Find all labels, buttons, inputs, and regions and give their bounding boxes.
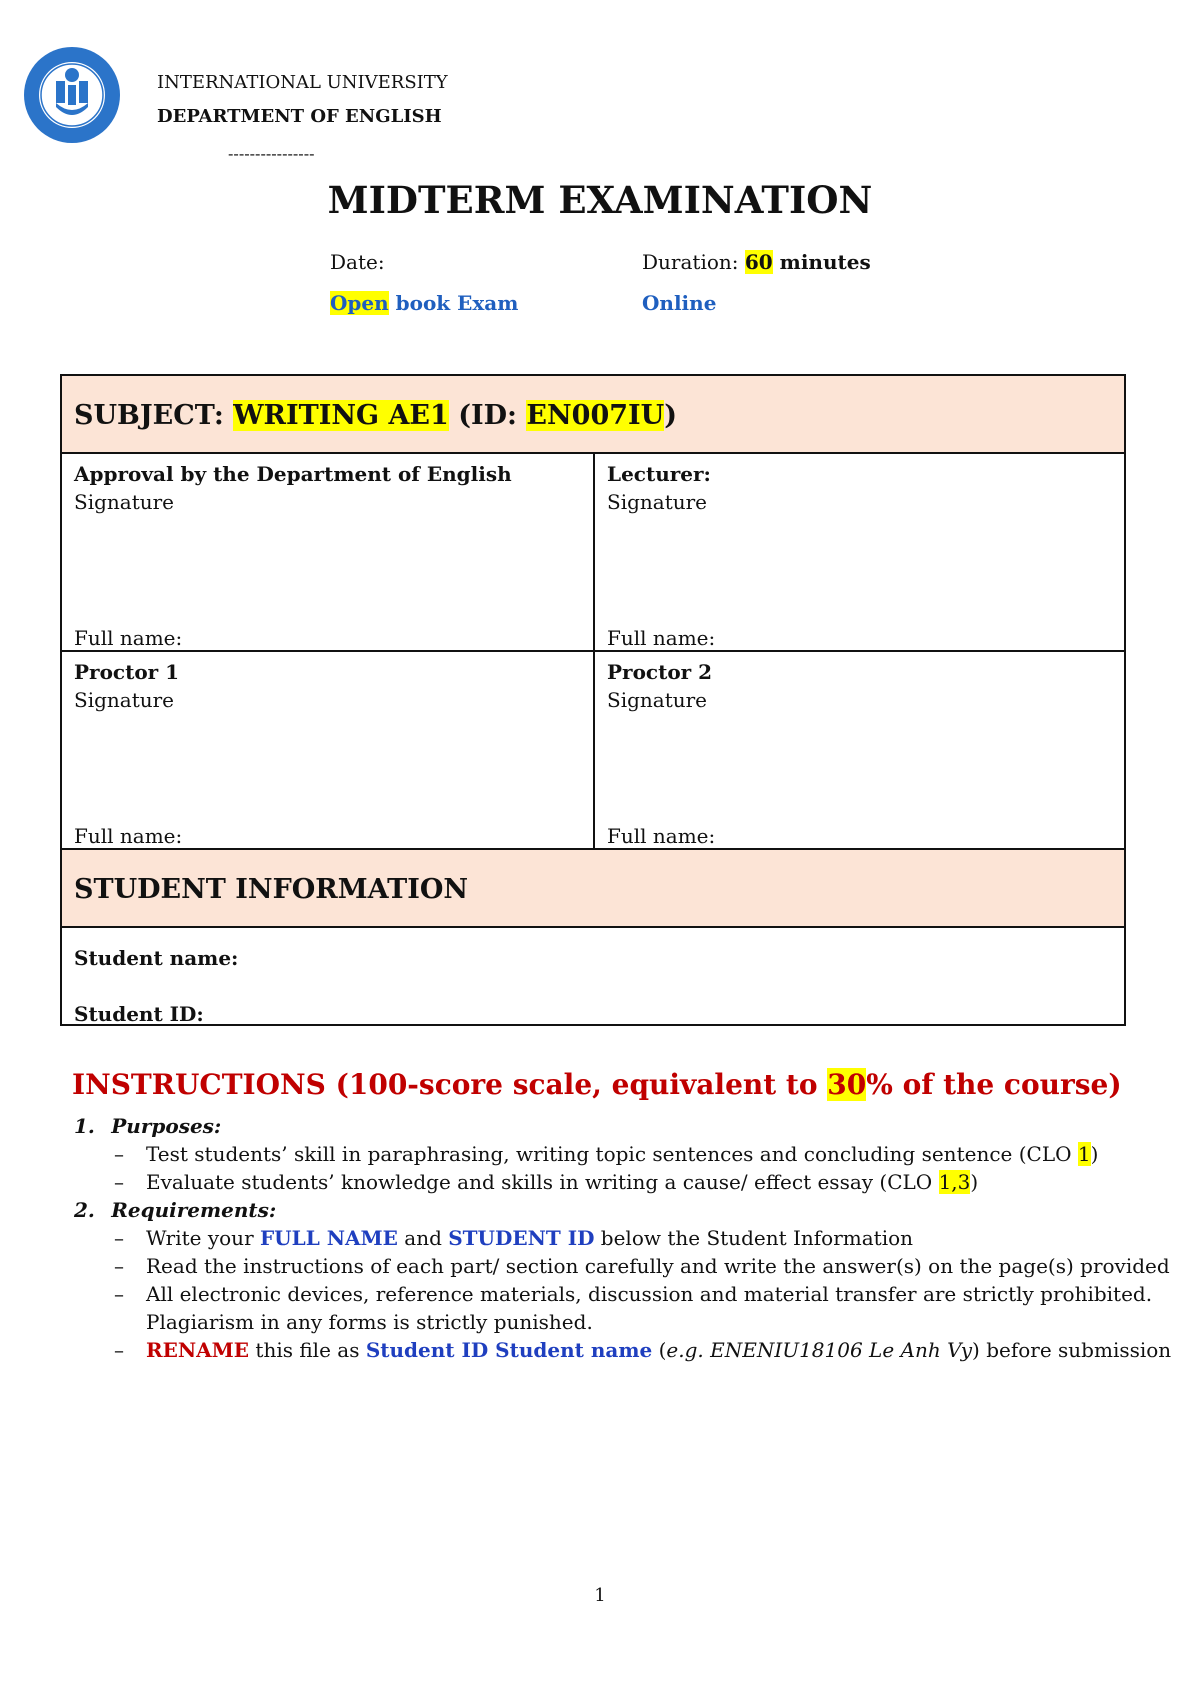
lecturer-signature: Signature	[607, 490, 708, 514]
bullet-dash: –	[114, 1338, 124, 1362]
instructions-head-pre: INSTRUCTIONS (100-score scale, equivalent to	[72, 1068, 828, 1101]
proctor-2-label: Proctor 2	[607, 660, 713, 684]
student-info-header	[60, 848, 1126, 928]
requirements-heading	[74, 1198, 276, 1222]
student-id-keyword: STUDENT ID	[448, 1226, 595, 1250]
bullet-dash: –	[114, 1282, 124, 1306]
lecturer-cell	[593, 452, 1126, 652]
instructions-head-percent: 30	[827, 1068, 867, 1101]
lecturer-full-name: Full name:	[607, 626, 716, 650]
approval-cell	[60, 452, 595, 652]
page-number: 1	[594, 1585, 606, 1606]
bullet-dash: –	[114, 1226, 124, 1250]
requirement-4-paren: (	[652, 1338, 667, 1362]
purpose-2-close: )	[970, 1170, 979, 1194]
open-word: Open	[330, 291, 389, 315]
requirement-1-post: below the Student Information	[594, 1226, 914, 1250]
duration-unit: minutes	[779, 250, 871, 274]
requirement-1-and: and	[397, 1226, 449, 1250]
proctor-1-label: Proctor 1	[74, 660, 180, 684]
duration-value: 60	[744, 250, 773, 274]
exam-mode: Online	[642, 291, 717, 315]
file-name-format: Student ID Student name	[365, 1338, 653, 1362]
duration	[642, 250, 871, 274]
purpose-1-text: Test students’ skill in paraphrasing, writing topic sentences and concluding sentence (CLO	[146, 1142, 1078, 1166]
university-seal-logo	[22, 45, 122, 145]
purpose-2-clo: 1,3	[938, 1170, 971, 1194]
proctor-2-signature: Signature	[607, 688, 708, 712]
subject-row	[60, 374, 1126, 454]
requirements-label: Requirements:	[111, 1198, 277, 1222]
duration-label: Duration:	[642, 250, 739, 274]
proctor-1-full-name: Full name:	[74, 824, 183, 848]
requirement-3-line-1: All electronic devices, reference materials, discussion and material transfer are strictly prohibited.	[146, 1282, 1153, 1306]
purpose-1	[146, 1142, 1098, 1166]
purposes-heading	[74, 1114, 221, 1138]
purpose-2-text: Evaluate students’ knowledge and skills in writing a cause/ effect essay (CLO	[146, 1170, 939, 1194]
university-name: INTERNATIONAL UNIVERSITY	[157, 72, 448, 93]
subject-prefix: SUBJECT:	[74, 400, 224, 431]
student-name-label: Student name:	[74, 946, 239, 970]
subject-title	[74, 400, 677, 431]
requirement-1-pre: Write your	[146, 1226, 260, 1250]
student-info-heading: STUDENT INFORMATION	[74, 874, 469, 905]
bullet-dash: –	[114, 1170, 124, 1194]
student-id-label: Student ID:	[74, 1002, 204, 1026]
instructions-head-post: % of the course)	[866, 1068, 1122, 1101]
open-book-exam	[330, 291, 518, 315]
approval-signature: Signature	[74, 490, 175, 514]
purposes-label: Purposes:	[111, 1114, 222, 1138]
bullet-dash: –	[114, 1254, 124, 1278]
subject-name: WRITING AE1	[233, 400, 449, 431]
proctor-2-full-name: Full name:	[607, 824, 716, 848]
proctor-1-cell	[60, 650, 595, 850]
purpose-1-close: )	[1090, 1142, 1099, 1166]
file-name-example: e.g. ENENIU18106 Le Anh Vy	[666, 1338, 973, 1362]
purpose-2	[146, 1170, 978, 1194]
subject-id-open: (ID:	[458, 400, 517, 431]
subject-id-close: )	[664, 400, 677, 431]
requirement-2: Read the instructions of each part/ section carefully and write the answer(s) on the page(s) provided	[146, 1254, 1170, 1278]
approval-full-name: Full name:	[74, 626, 183, 650]
requirements-number: 2.	[74, 1198, 95, 1222]
requirement-3-line-2: Plagiarism in any forms is strictly punished.	[146, 1310, 593, 1334]
department-name: DEPARTMENT OF ENGLISH	[157, 106, 442, 127]
purposes-number: 1.	[74, 1114, 95, 1138]
bullet-dash: –	[114, 1142, 124, 1166]
exam-title: MIDTERM EXAMINATION	[327, 178, 873, 222]
proctor-2-cell	[593, 650, 1126, 850]
student-info-body	[60, 926, 1126, 1026]
requirement-4-post: ) before submission	[972, 1338, 1172, 1362]
lecturer-label: Lecturer:	[607, 462, 711, 486]
header-divider: ----------------	[228, 144, 315, 163]
date-label: Date:	[330, 250, 385, 274]
subject-id: EN007IU	[526, 400, 665, 431]
requirement-1	[146, 1226, 913, 1250]
proctor-1-signature: Signature	[74, 688, 175, 712]
purpose-1-clo: 1	[1077, 1142, 1091, 1166]
requirement-4	[146, 1338, 1171, 1362]
requirement-4-mid: this file as	[249, 1338, 366, 1362]
approval-label: Approval by the Department of English	[74, 462, 512, 486]
full-name-keyword: FULL NAME	[259, 1226, 398, 1250]
instructions-heading	[72, 1068, 1122, 1101]
rename-keyword: RENAME	[146, 1338, 250, 1362]
book-exam: book Exam	[395, 291, 519, 315]
